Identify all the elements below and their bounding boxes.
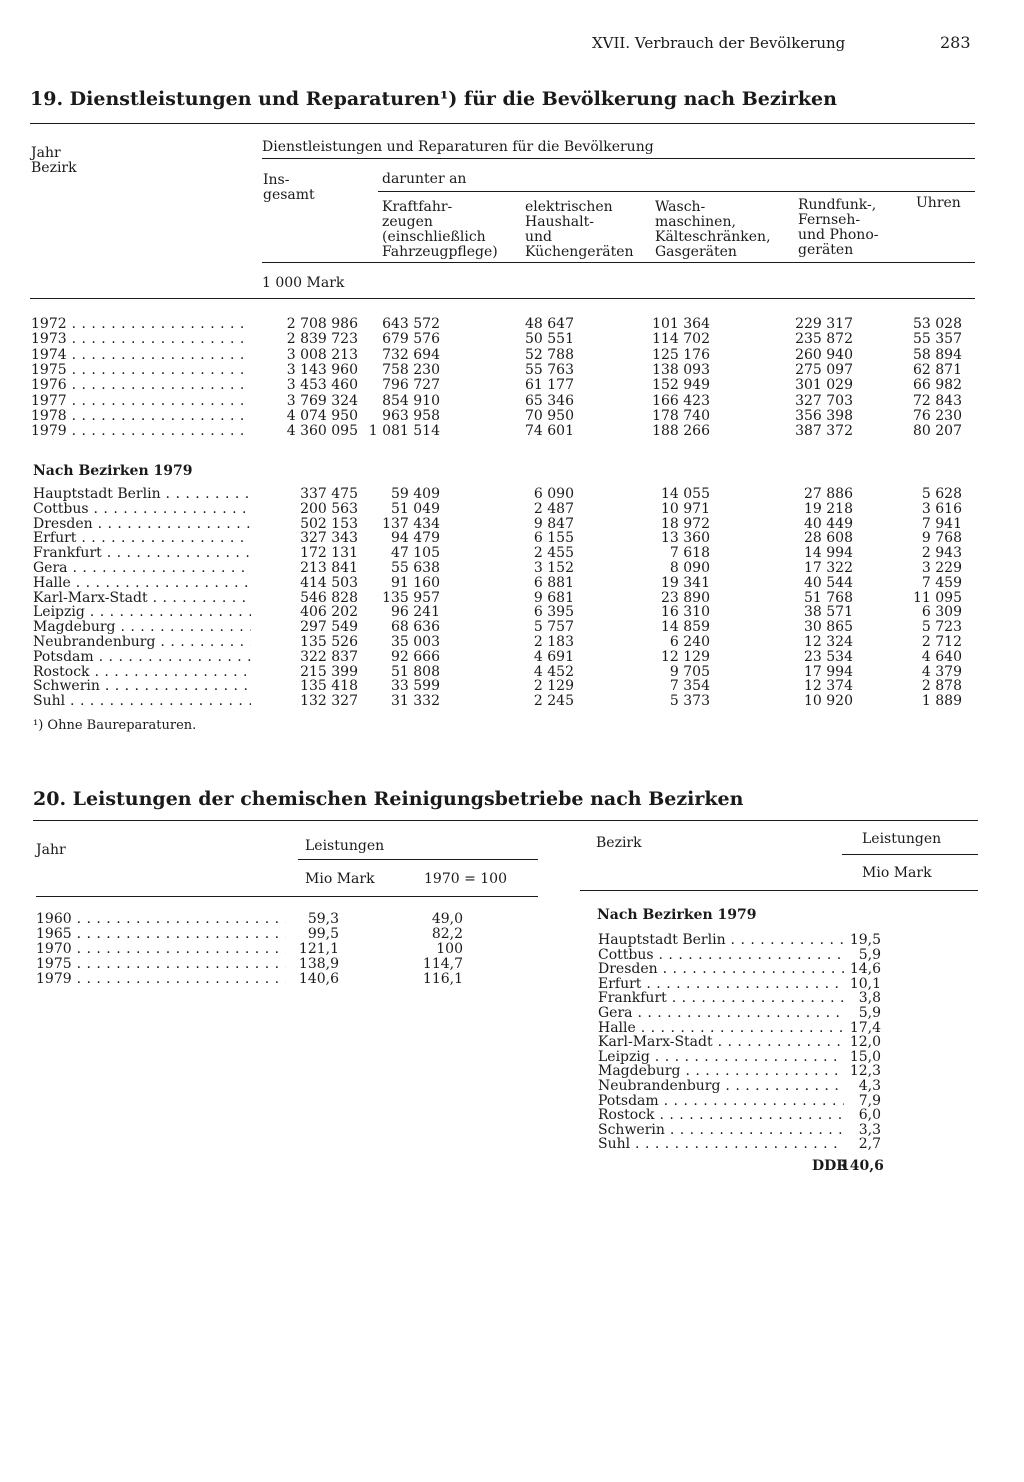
t19-cell: 7 941 — [921, 515, 962, 532]
t19-cell: 23 890 — [661, 589, 710, 606]
t19-cell: 11 095 — [913, 589, 962, 606]
t19-cell: 68 636 — [391, 619, 440, 636]
t19-cell: 327 343 — [300, 530, 358, 547]
t19-cell: 2 455 — [533, 545, 574, 562]
t20-row-label: 1979 . . . — [36, 972, 286, 987]
t19-cell: 10 971 — [661, 500, 710, 517]
t19-cell: 12 374 — [804, 678, 853, 695]
t19-cell: 76 230 — [913, 407, 962, 424]
t20-row-label: Dresden . . . — [598, 962, 844, 977]
t19-cell: 72 843 — [913, 392, 962, 409]
t20-right-stub-header: Bezirk — [596, 835, 642, 851]
t20-cell: 116,1 — [422, 971, 463, 987]
t19-darunter-rule — [378, 191, 975, 192]
t19-row-label: Halle . . . — [33, 576, 251, 591]
t19-row-label: Rostock . . . — [33, 665, 251, 680]
t20-cell: 49,0 — [431, 911, 463, 927]
t20-cell: 2,7 — [858, 1136, 881, 1153]
t19-cell: 4 640 — [921, 648, 962, 665]
t19-cell: 12 129 — [661, 648, 710, 665]
t19-cell: 2 129 — [533, 678, 574, 695]
t20-cell: 100 — [436, 941, 463, 957]
t20-group-rule — [298, 859, 538, 860]
t19-cell: 47 105 — [391, 545, 440, 562]
t19-cell: 9 681 — [533, 589, 574, 606]
t19-cell: 502 153 — [300, 515, 358, 532]
t19-cell: 14 055 — [661, 486, 710, 502]
t19-cell: 337 475 — [300, 486, 358, 502]
t19-cell: 7 618 — [669, 545, 710, 562]
t20-row-label: Suhl . . . — [598, 1137, 844, 1152]
t19-row-label: Erfurt . . . — [33, 531, 251, 546]
t19-cell: 65 346 — [525, 392, 574, 409]
t20-cell: 14,6 — [849, 961, 881, 978]
t19-cell: 260 940 — [795, 346, 853, 363]
table-20-title: 20. Leistungen der chemischen Reinigungsbetriebe nach Bezirken — [33, 788, 744, 810]
t19-cell: 80 207 — [913, 423, 962, 440]
t20-col-index: 1970 = 100 — [424, 871, 507, 887]
t19-cell: 59 409 — [391, 486, 440, 502]
t19-cell: 2 943 — [921, 545, 962, 562]
t19-cell: 5 723 — [921, 619, 962, 636]
t19-cell: 19 218 — [804, 500, 853, 517]
t19-cell: 2 487 — [533, 500, 574, 517]
t19-cell: 14 859 — [661, 619, 710, 636]
t20-row-label: Schwerin . . . — [598, 1123, 844, 1138]
chapter-header: XVII. Verbrauch der Bevölkerung — [592, 34, 846, 52]
t20-cell: 59,3 — [307, 911, 339, 927]
t19-section-label: Nach Bezirken 1979 — [33, 463, 193, 479]
t19-row-label: 1974 . . . — [31, 348, 249, 363]
t19-cell: 10 920 — [804, 693, 853, 710]
t20-row-label: Halle . . . — [598, 1021, 844, 1036]
t19-cell: 38 571 — [804, 604, 853, 621]
t19-col-kfz: Kraftfahr- zeugen (einschließlich Fahrzeugpflege) — [382, 199, 498, 260]
t19-cell: 66 982 — [913, 377, 962, 394]
t19-cell: 101 364 — [652, 316, 710, 332]
t19-cell: 172 131 — [300, 545, 358, 562]
t19-cell: 4 379 — [921, 663, 962, 680]
t20-row-label: Potsdam . . . — [598, 1094, 844, 1109]
t20-row-label: 1965 . . . — [36, 927, 286, 942]
t19-row-label: 1972 . . . — [31, 317, 249, 332]
t19-cell: 48 647 — [525, 316, 574, 332]
t19-cell: 135 957 — [382, 589, 440, 606]
t19-cell: 3 616 — [921, 500, 962, 517]
t19-cell: 96 241 — [391, 604, 440, 621]
t19-head-bottom-rule — [30, 298, 975, 299]
t19-cell: 2 245 — [533, 693, 574, 710]
t19-row-label: Suhl . . . — [33, 694, 251, 709]
t19-cell: 643 572 — [382, 316, 440, 332]
t19-cell: 356 398 — [795, 407, 853, 424]
t19-cell: 275 097 — [795, 361, 853, 378]
t20-row-label: Cottbus . . . — [598, 948, 844, 963]
t19-cell: 58 894 — [913, 346, 962, 363]
t19-row-label: 1973 . . . — [31, 332, 249, 347]
t19-cell: 5 628 — [921, 486, 962, 502]
t20-right-group-header: Leistungen — [862, 831, 942, 847]
t19-cell: 2 708 986 — [286, 316, 358, 332]
t19-cell: 414 503 — [300, 574, 358, 591]
t19-cell: 2 183 — [533, 634, 574, 650]
t20-cell: 5,9 — [858, 1005, 881, 1021]
t19-cell: 40 544 — [804, 574, 853, 591]
t19-cell: 52 788 — [525, 346, 574, 363]
t19-cell: 213 841 — [300, 560, 358, 576]
t19-row-label: Potsdam . . . — [33, 650, 251, 665]
t19-row-label: Cottbus . . . — [33, 502, 251, 517]
t19-cell: 6 309 — [921, 604, 962, 621]
t19-cell: 138 093 — [652, 361, 710, 378]
t19-cell: 215 399 — [300, 663, 358, 680]
t19-row-label: Neubrandenburg . . . — [33, 635, 251, 650]
t20-row-label: Gera . . . — [598, 1006, 844, 1021]
table-20-top-rule — [33, 820, 978, 821]
t19-cell: 55 357 — [913, 331, 962, 348]
table-19-title: 19. Dienstleistungen und Reparaturen¹) für die Bevölkerung nach Bezirken — [30, 88, 837, 110]
t19-cell: 6 240 — [669, 634, 710, 650]
t19-row-label: Leipzig . . . — [33, 605, 251, 620]
t19-row-label: Gera . . . — [33, 561, 251, 576]
t19-row-label: Hauptstadt Berlin . . . — [33, 487, 251, 502]
t20-cell: 121,1 — [298, 941, 339, 957]
t19-cell: 31 332 — [391, 693, 440, 710]
t20-row-label: 1960 . . . — [36, 912, 286, 927]
t19-cell: 74 601 — [525, 423, 574, 440]
t19-cell: 406 202 — [300, 604, 358, 621]
t19-cell: 40 449 — [804, 515, 853, 532]
t20-left-bottom-rule — [36, 896, 538, 897]
t19-cell: 62 871 — [913, 361, 962, 378]
t20-group-header: Leistungen — [305, 838, 385, 854]
t19-cell: 51 049 — [391, 500, 440, 517]
t19-cell: 3 143 960 — [286, 361, 358, 378]
t19-cell: 51 808 — [391, 663, 440, 680]
t20-cell: 3,3 — [858, 1121, 881, 1138]
t19-unit: 1 000 Mark — [262, 275, 345, 291]
t20-right-group-rule — [842, 854, 978, 855]
t19-footnote: ¹) Ohne Baureparaturen. — [33, 718, 197, 733]
t20-row-label: Karl-Marx-Stadt . . . — [598, 1035, 844, 1050]
t19-cell: 5 373 — [669, 693, 710, 710]
t19-cell: 7 459 — [921, 574, 962, 591]
page-number: 283 — [940, 33, 971, 52]
t19-cell: 92 666 — [391, 648, 440, 665]
t19-cell: 4 360 095 — [286, 423, 358, 440]
t19-cell: 55 638 — [391, 560, 440, 576]
t19-row-label: 1978 . . . — [31, 409, 249, 424]
t19-cell: 235 872 — [795, 331, 853, 348]
t19-cell: 18 972 — [661, 515, 710, 532]
t20-cell: 138,9 — [298, 956, 339, 972]
t19-cell: 125 176 — [652, 346, 710, 363]
t19-cell: 3 229 — [921, 560, 962, 576]
t19-row-label: Magdeburg . . . — [33, 620, 251, 635]
t20-row-label: 1970 . . . — [36, 942, 286, 957]
t19-cell: 796 727 — [382, 377, 440, 394]
t19-cell: 94 479 — [391, 530, 440, 547]
t19-cell: 13 360 — [661, 530, 710, 547]
t19-cell: 33 599 — [391, 678, 440, 695]
t19-cell: 16 310 — [661, 604, 710, 621]
t20-cell: 12,3 — [849, 1063, 881, 1080]
t19-cell: 23 534 — [804, 648, 853, 665]
t19-cell: 963 958 — [382, 407, 440, 424]
t19-cell: 732 694 — [382, 346, 440, 363]
t19-cell: 51 768 — [804, 589, 853, 606]
t20-cell: 114,7 — [422, 956, 463, 972]
t20-cell: 7,9 — [858, 1092, 881, 1109]
t19-cell: 17 994 — [804, 663, 853, 680]
t19-cell: 4 074 950 — [286, 407, 358, 424]
t20-row-label: Magdeburg . . . — [598, 1064, 844, 1079]
t19-col-rundfunk: Rundfunk-, Fernseh- und Phono- geräten — [798, 197, 879, 258]
t19-col-haushalt: elektrischen Haushalt- und Küchengeräten — [525, 199, 634, 260]
t19-cell: 9 768 — [921, 530, 962, 547]
t20-cell: 5,9 — [858, 946, 881, 963]
t19-cell: 1 081 514 — [368, 423, 440, 440]
t20-right-unit: Mio Mark — [862, 865, 932, 881]
t19-cell: 27 886 — [804, 486, 853, 502]
t19-cell: 14 994 — [804, 545, 853, 562]
t19-cell: 3 152 — [533, 560, 574, 576]
t19-cell: 4 691 — [533, 648, 574, 665]
t19-cell: 12 324 — [804, 634, 853, 650]
t19-cell: 6 155 — [533, 530, 574, 547]
t19-cell: 546 828 — [300, 589, 358, 606]
t19-cell: 297 549 — [300, 619, 358, 636]
t20-cell: 140,6 — [298, 971, 339, 987]
t20-row-label: Neubrandenburg . . . — [598, 1079, 844, 1094]
t19-cell: 50 551 — [525, 331, 574, 348]
t20-stub-header: Jahr — [36, 842, 66, 858]
t20-row-label: Leipzig . . . — [598, 1050, 844, 1065]
t19-cell: 2 839 723 — [286, 331, 358, 348]
t19-col-total: Ins- gesamt — [263, 172, 315, 203]
t19-row-label: Frankfurt . . . — [33, 546, 251, 561]
t19-cell: 7 354 — [669, 678, 710, 695]
t19-cell: 387 372 — [795, 423, 853, 440]
t19-cell: 188 266 — [652, 423, 710, 440]
t20-row-label: Frankfurt . . . — [598, 991, 844, 1006]
t19-cell: 758 230 — [382, 361, 440, 378]
t20-cell: 10,1 — [849, 975, 881, 992]
t19-cell: 132 327 — [300, 693, 358, 710]
t20-cell: 6,0 — [858, 1107, 881, 1124]
t19-cell: 61 177 — [525, 377, 574, 394]
t19-cell: 178 740 — [652, 407, 710, 424]
t20-total-label: DDR — [812, 1158, 848, 1174]
t20-cell: 3,8 — [858, 990, 881, 1007]
t19-cell: 301 029 — [795, 377, 853, 394]
t20-row-label: Rostock . . . — [598, 1108, 844, 1123]
t20-row-label: Hauptstadt Berlin . . . — [598, 933, 844, 948]
t19-cell: 35 003 — [391, 634, 440, 650]
t19-cell: 135 418 — [300, 678, 358, 695]
t20-cell: 17,4 — [849, 1019, 881, 1036]
t19-cols-rule — [262, 262, 975, 263]
t19-cell: 6 395 — [533, 604, 574, 621]
t19-cell: 53 028 — [913, 316, 962, 332]
t19-cell: 5 757 — [533, 619, 574, 636]
t19-stub-header: Jahr Bezirk — [31, 145, 77, 176]
t19-cell: 19 341 — [661, 574, 710, 591]
t19-cell: 1 889 — [921, 693, 962, 710]
t19-cell: 2 712 — [921, 634, 962, 650]
t19-group-rule — [262, 158, 975, 159]
t20-row-label: Erfurt . . . — [598, 977, 844, 992]
t20-right-bottom-rule — [580, 890, 978, 891]
t19-cell: 229 317 — [795, 316, 853, 332]
t19-row-label: 1979 . . . — [31, 424, 249, 439]
t19-cell: 9 847 — [533, 515, 574, 532]
t20-total-value: 140,6 — [840, 1158, 884, 1174]
t19-col-uhren: Uhren — [916, 195, 961, 211]
t19-cell: 3 453 460 — [286, 377, 358, 394]
t19-cell: 327 703 — [795, 392, 853, 409]
t19-cell: 17 322 — [804, 560, 853, 576]
t19-cell: 3 008 213 — [286, 346, 358, 363]
t20-cell: 82,2 — [431, 926, 463, 942]
t20-row-label: 1975 . . . — [36, 957, 286, 972]
t19-col-wasch: Wasch- maschinen, Kälteschränken, Gasgeräten — [655, 199, 771, 260]
t19-row-label: 1976 . . . — [31, 378, 249, 393]
t19-row-label: Dresden . . . — [33, 517, 251, 532]
t19-cell: 6 881 — [533, 574, 574, 591]
t19-cell: 854 910 — [382, 392, 440, 409]
table-19-top-rule — [30, 123, 975, 124]
t19-cell: 70 950 — [525, 407, 574, 424]
t19-darunter: darunter an — [382, 171, 467, 187]
t19-row-label: Karl-Marx-Stadt . . . — [33, 591, 251, 606]
t20-col-mio-mark: Mio Mark — [305, 871, 375, 887]
t19-cell: 4 452 — [533, 663, 574, 680]
t19-cell: 135 526 — [300, 634, 358, 650]
t19-row-label: 1975 . . . — [31, 363, 249, 378]
t19-cell: 137 434 — [382, 515, 440, 532]
t19-cell: 55 763 — [525, 361, 574, 378]
t19-cell: 114 702 — [652, 331, 710, 348]
t20-cell: 4,3 — [858, 1078, 881, 1094]
t19-group-header: Dienstleistungen und Reparaturen für die Bevölkerung — [262, 139, 654, 155]
t20-cell: 12,0 — [849, 1034, 881, 1051]
t20-cell: 99,5 — [307, 926, 339, 942]
t20-cell: 15,0 — [849, 1048, 881, 1065]
t19-cell: 152 949 — [652, 377, 710, 394]
t19-row-label: 1977 . . . — [31, 394, 249, 409]
t19-cell: 28 608 — [804, 530, 853, 547]
t19-cell: 3 769 324 — [286, 392, 358, 409]
t19-cell: 322 837 — [300, 648, 358, 665]
t19-cell: 91 160 — [391, 574, 440, 591]
t19-cell: 166 423 — [652, 392, 710, 409]
t19-cell: 6 090 — [533, 486, 574, 502]
t19-cell: 8 090 — [669, 560, 710, 576]
t19-cell: 2 878 — [921, 678, 962, 695]
t19-cell: 30 865 — [804, 619, 853, 636]
t19-cell: 9 705 — [669, 663, 710, 680]
t19-row-label: Schwerin . . . — [33, 679, 251, 694]
t20-cell: 19,5 — [849, 932, 881, 948]
t19-cell: 679 576 — [382, 331, 440, 348]
t20-section-label: Nach Bezirken 1979 — [597, 907, 757, 923]
t19-cell: 200 563 — [300, 500, 358, 517]
